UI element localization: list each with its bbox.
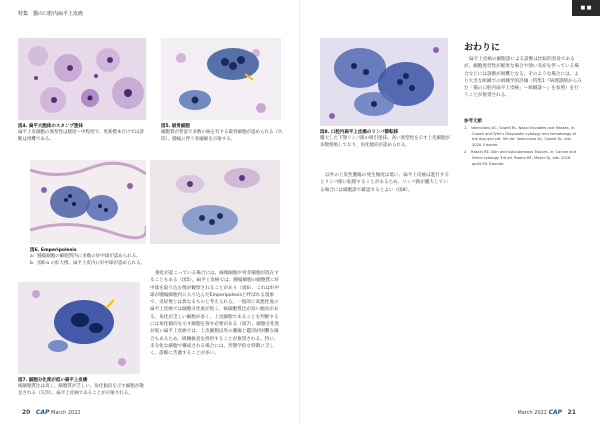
figure-6-label: 図6. Emperipolesis [30,248,77,253]
figure-8-caption [320,130,452,149]
figure-4-image [18,38,146,120]
left-body-text: 強化が起こっている場合には、線維細胞や骨芽細胞が混在することもある（図5）。扁平上皮癌では、腫瘍細胞の細胞質に好中球を取り込む像が観察されることがあり（図6）、これは好中球が腫瘍細胞内に入り込んだEmperipolesisと呼ばれる現象で、炎症像とは異なるものと考えられる。一般的に高悪性度の扁平上皮癌では細胞分化度が低く、核細胞質比が高い傾向がある。角化が乏しい細胞が多く、上皮細胞であることを判断するには角化傾向を示す細胞を探す必要がある（図7）。細胞分化度が低い扁平上皮癌では、上皮細胞以外の腫瘍と鑑別が困難な場合もあるため、組織検査を併用することが推奨される。特に、未分化な細胞で構成される場合には、形態学的な特徴に乏しく、診断に苦慮することが多い。 [150,271,280,357]
right-folio [517,409,580,416]
references-title: 参考文献 [464,119,482,124]
figure-6a-image [30,160,146,244]
figure-6b-image [150,160,280,244]
figure-6-item-b: b：図6-a の拡大像。扁平上皮内に好中球が認められる。 [30,260,146,266]
conclusion-title: おわりに [464,43,501,53]
figure-7-label: 図7. 細胞分化度が低い扁平上皮癌 [18,378,88,383]
figure-4-text: 扁平上皮細胞の異型性は軽度〜中程度で、更新標本だけでは診断は困難である。 [18,130,144,142]
figure-7-text: 核細胞質比は高く、細胞質が乏しい。角化傾向を示す細胞が散見される（矢印）。扁平上皮癌であることが示唆される。 [18,384,144,396]
figure-4-label: 図4. 扁平大胞体のスタンプ塗抹 [18,124,83,129]
figure-8-text: 腫大した下顎リンパ節の吸引塗抹。高い異型性を示す上皮細胞が多数増殖しており、角化傾向が認められる。 [320,136,451,148]
figure-5-caption [161,124,286,143]
right-page-number: 21 [567,409,576,416]
figure-7-caption [18,378,148,397]
left-page-number: 20 [22,409,31,416]
conclusion-text: 扁平上皮癌の細胞診による診断は比較的容易であるが、細胞異型性が軽度な場合や強い炎症を伴っている場合などには診断が困難となる。そのような場合には、より大きな組織での組織学的評価（特集1『病理診断からみた「猫の口腔内扁平上皮癌」〜組織診〜』を参照）を行うことが推奨される。 [464,57,582,99]
section-header: 特集 猫の口腔内扁平上皮癌 [18,11,84,17]
right-cap-logo: CAP [548,409,563,416]
figure-5-image [161,38,281,120]
reference-item: 2. Raskin RE. Skin and Subcutaneous Tissues. In: Canine and Feline cytology 3rd ed. Raskin RE, Meyer DJ, eds. 2016. pp34-90. Elsevier. [464,150,576,166]
figure-6-item-a: a：腫瘍細胞の細胞質内に多数の好中球が認められる。 [30,254,141,260]
right-body-text: 以外の上皮性腫瘍の発生頻度は低い。扁平上皮癌は進行するとリンパ節に転移することがあるため、リンパ節が腫大している場合には細胞診で確認するとよい（図8）。 [320,173,450,193]
references-list [464,126,582,169]
figure-5-label: 図5. 破骨細胞 [161,124,190,129]
figure-6-caption [30,248,190,267]
left-issue: March 2022 [51,410,81,416]
figure-4-caption [18,124,148,143]
left-folio [18,409,81,416]
figure-8-label: 図8. 口腔内扁平上皮癌のリンパ節転移 [320,130,399,135]
reference-item: 1. Valenciano AC, Cowell RL. Nasal Exudates and Masses. In: Cowell and Tyler's Diagnostic cytology and hematology of the dog and cat. 5th ed. Valenciano AC, Cowell RL, eds. 2020. Elsevier. [464,126,576,147]
figure-8-image [320,38,448,126]
corner-tab: ■ ■ [572,0,600,16]
figure-5-text: 細胞質が豊富で多数の核を有する破骨細胞が認められる（矢印）。腫瘍に伴う骨融解を示唆する。 [161,130,283,142]
right-issue: March 2022 [517,410,547,416]
left-cap-logo: CAP [35,409,50,416]
figure-7-image [18,282,140,374]
right-page [300,0,600,424]
